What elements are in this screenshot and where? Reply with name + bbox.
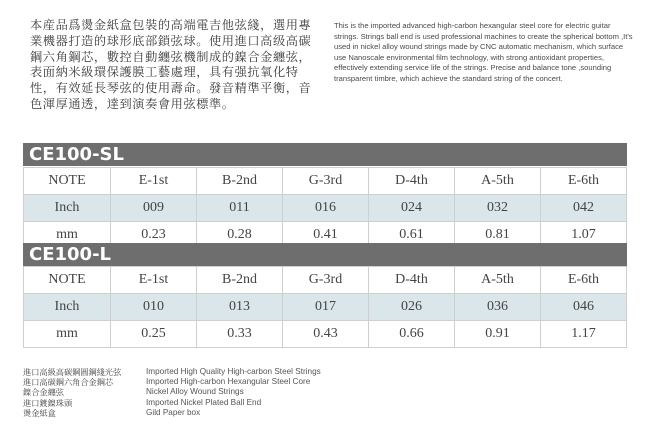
row-label-note: NOTE [24, 168, 111, 195]
mm-cell: 0.23 [111, 222, 197, 249]
note-cell: A-5th [455, 267, 541, 294]
inch-cell: 016 [283, 195, 369, 222]
inch-cell: 042 [541, 195, 627, 222]
note-cell: B-2nd [197, 168, 283, 195]
table-row-note [24, 168, 627, 195]
inch-cell: 024 [369, 195, 455, 222]
row-label-mm: mm [24, 222, 111, 249]
legend-en-text: Imported Nickel Plated Ball End [146, 397, 262, 407]
note-cell: B-2nd [197, 267, 283, 294]
row-label-mm: mm [24, 321, 111, 348]
note-cell: D-4th [369, 168, 455, 195]
legend-zh-text: 進口高碳鋼六角合金鋼芯 [23, 377, 114, 388]
inch-cell: 013 [197, 294, 283, 321]
mm-cell: 0.41 [283, 222, 369, 249]
legend-item [23, 398, 423, 408]
legend-en-text: Nickel Alloy Wound Strings [146, 387, 244, 397]
note-cell: E-1st [111, 267, 197, 294]
legend-zh-text: 進口鍍鎳珠頭 [23, 397, 73, 408]
legend-zh-text: 燙金紙盒 [23, 407, 56, 418]
inch-cell: 026 [369, 294, 455, 321]
inch-cell: 017 [283, 294, 369, 321]
mm-cell: 0.91 [455, 321, 541, 348]
mm-cell: 1.07 [541, 222, 627, 249]
series-title-sl: CE100-SL [23, 143, 627, 166]
spec-table-sl [23, 167, 627, 249]
inch-cell: 010 [111, 294, 197, 321]
legend-item [23, 387, 423, 397]
spec-table-l [23, 266, 627, 348]
inch-cell: 032 [455, 195, 541, 222]
legend-en-text: Gild Paper box [146, 407, 201, 417]
mm-cell: 0.81 [455, 222, 541, 249]
features-legend [23, 367, 423, 418]
table-row-mm [24, 321, 627, 348]
table-row-note [24, 267, 627, 294]
table-row-inch [24, 195, 627, 222]
mm-cell: 0.66 [369, 321, 455, 348]
note-cell: D-4th [369, 267, 455, 294]
mm-cell: 0.61 [369, 222, 455, 249]
intro-english-text: This is the imported advanced high-carbon hexangular steel core for electric guitar strings. Strings ball end is used professional machines to create the spherical bottom ,It's used in nickel alloy wound strings made by CNC automatic mechanism, which surface use Nanoscale environmental film technology, with strong antioxidant properties, effectively extending service life of the strings. Precise and balance tone ,sounding transparent timbre, which achieve the standard string of the concert. [334, 21, 633, 83]
row-label-inch: Inch [24, 294, 111, 321]
legend-zh-text: 進口高級高碳鋼圓鋼綫光弦 [23, 367, 122, 377]
legend-item [23, 377, 423, 387]
note-cell: G-3rd [283, 267, 369, 294]
note-cell: A-5th [455, 168, 541, 195]
inch-cell: 009 [111, 195, 197, 222]
inch-cell: 011 [197, 195, 283, 222]
note-cell: E-1st [111, 168, 197, 195]
mm-cell: 0.33 [197, 321, 283, 348]
note-cell: E-6th [541, 267, 627, 294]
inch-cell: 046 [541, 294, 627, 321]
note-cell: E-6th [541, 168, 627, 195]
intro-chinese-text: 本産品爲燙金紙盒包裝的高端電吉他弦綫，選用專業機器打造的球形底部鎖弦球。使用進口高级高碳鋼六角鋼芯，數控自動纏弦機制成的鎳合金纏弦，表面納米級環保護膜工藝處理，具有强抗氧化特性，有效延長琴弦的使用壽命。發音精準平衡，音色渾厚通透，達到演奏會用弦標準。 [30, 18, 312, 111]
series-title-l: CE100-L [23, 243, 627, 266]
row-label-inch: Inch [24, 195, 111, 222]
note-cell: G-3rd [283, 168, 369, 195]
mm-cell: 0.43 [283, 321, 369, 348]
legend-en-text: Imported High-carbon Hexangular Steel Core [146, 377, 311, 387]
table-row-inch [24, 294, 627, 321]
legend-en-text: Imported High Quality High-carbon Steel Strings [146, 367, 321, 376]
mm-cell: 0.25 [111, 321, 197, 348]
inch-cell: 036 [455, 294, 541, 321]
legend-item [23, 408, 423, 418]
row-label-note: NOTE [24, 267, 111, 294]
legend-item [23, 367, 423, 377]
legend-zh-text: 鎳合金纏弦 [23, 387, 64, 398]
mm-cell: 1.17 [541, 321, 627, 348]
mm-cell: 0.28 [197, 222, 283, 249]
